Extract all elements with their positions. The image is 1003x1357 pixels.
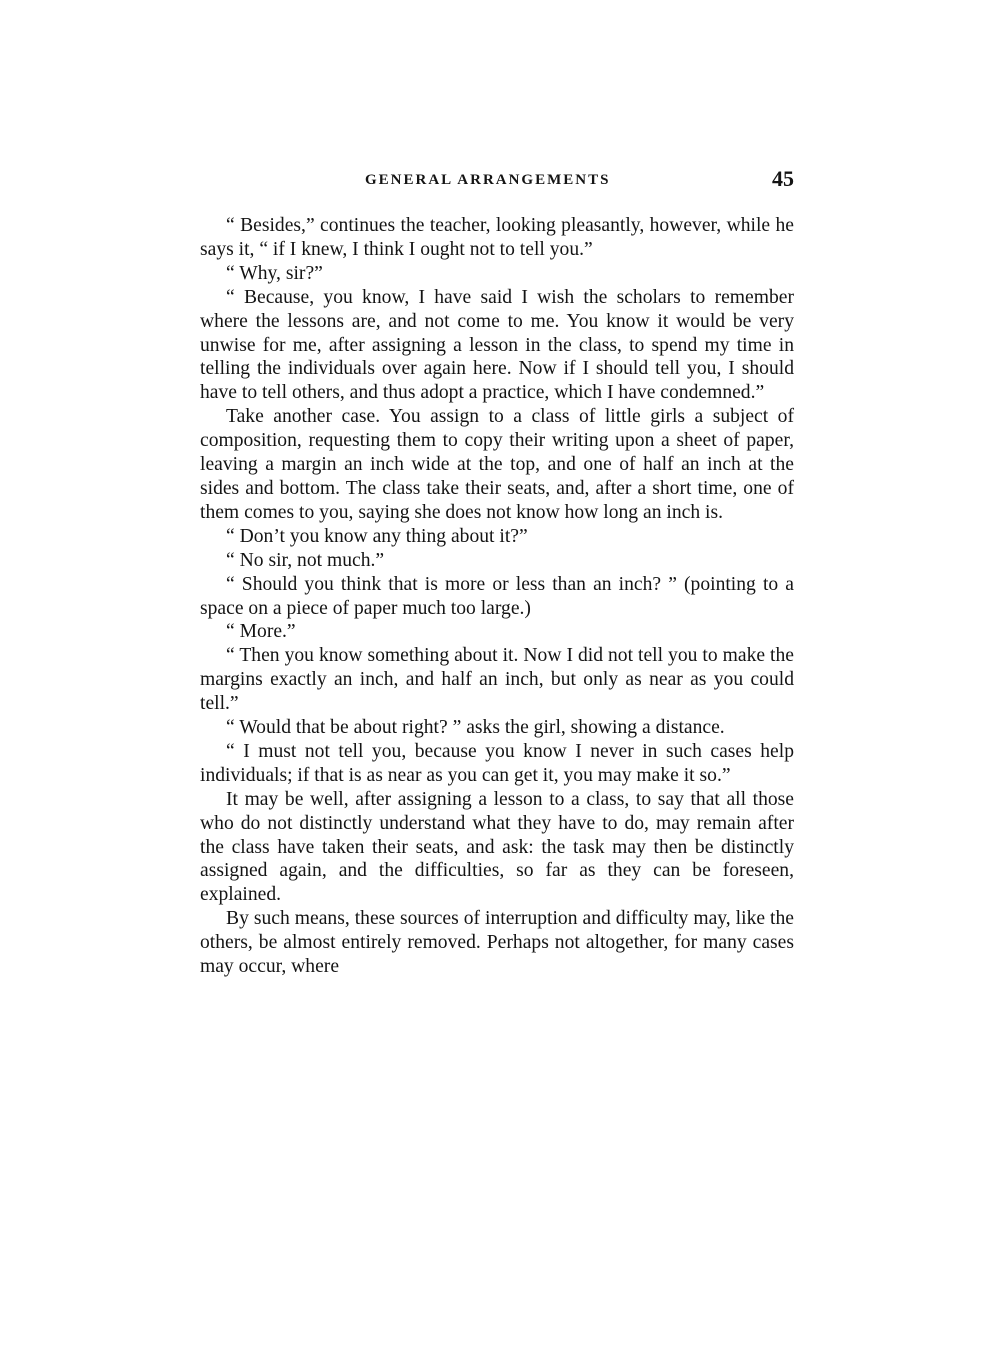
running-title: GENERAL ARRANGEMENTS xyxy=(365,172,611,188)
page-number: 45 xyxy=(772,166,794,191)
paragraph: “ I must not tell you, because you know I never in such cases help individuals; if that is as near as you can get it, you may make it so.” xyxy=(200,740,794,786)
paragraph: It may be well, after assigning a lesson to a class, to say that all those who do not distinctly understand what they have to do, may remain after the class have taken their seats, and ask: the task may then be distinctly assigned again, and the difficulties, so far as they can be foreseen, explained. xyxy=(200,788,794,906)
paragraph: By such means, these sources of interruption and difficulty may, like the others, be almost entirely removed. Perhaps not altogether, for many cases may occur, where xyxy=(200,908,794,978)
paragraph: “ More.” xyxy=(226,621,296,643)
paragraph: “ Besides,” continues the teacher, looking pleasantly, however, while he says it, “ if I knew, I think I ought not to tell you.” xyxy=(200,215,794,260)
paragraph: “ Don’t you know any thing about it?” xyxy=(226,525,528,547)
paragraph: “ No sir, not much.” xyxy=(226,549,385,571)
body-text xyxy=(200,214,794,979)
paragraph: Take another case. You assign to a class of little girls a subject of composition, requesting them to copy their writing upon a sheet of paper, leaving a margin an inch wide at the top, and one of half an inch at the sides and bottom. The class take their seats, and, after a short time, one of them comes to you, saying she does not know how long an inch is. xyxy=(200,406,794,523)
paragraph: “ Because, you know, I have said I wish the scholars to remember where the lessons are, and not come to me. You know it would be very unwise for me, after assigning a lesson in the class, to spend my time in telling the individuals over again here. Now if I should tell you, I should have to tell others, and thus adopt a practice, which I have condemned.” xyxy=(200,286,794,404)
paragraph: “ Then you know something about it. Now I did not tell you to make the margins exactly an inch, and half an inch, but only as near as you could tell.” xyxy=(200,645,794,715)
paragraph: “ Would that be about right? ” asks the girl, showing a distance. xyxy=(226,717,725,739)
paragraph: “ Should you think that is more or less than an inch? ” (pointing to a space on a piece of paper much too large.) xyxy=(200,573,794,619)
page-header xyxy=(200,166,794,196)
paragraph: “ Why, sir?” xyxy=(226,262,323,284)
